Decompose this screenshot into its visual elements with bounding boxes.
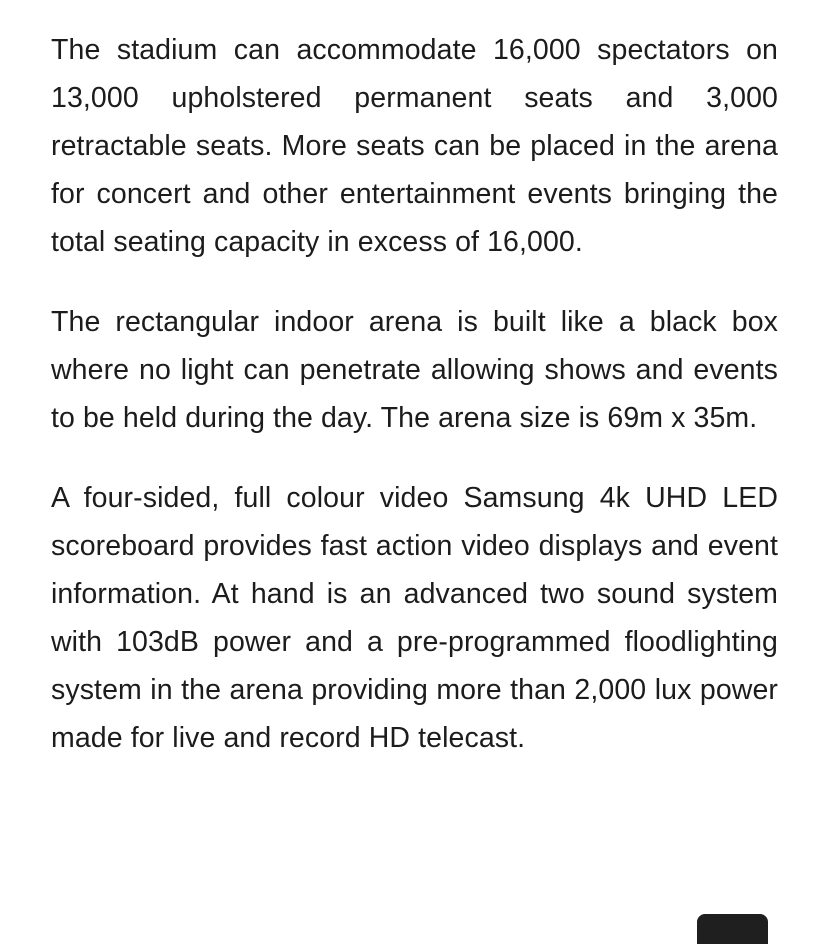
paragraph-seating-capacity: The stadium can accommodate 16,000 spectators on 13,000 upholstered permanent seats and 3,000 retractable seats. More seats can be placed in the arena for concert and other entertainment events bringing the total seating capacity in excess of 16,000.: [51, 34, 778, 258]
floating-action-button[interactable]: [697, 914, 768, 944]
paragraph-scoreboard-sound: A four-sided, full colour video Samsung 4k UHD LED scoreboard provides fast action video displays and event information. At hand is an advanced two sound system with 103dB power and a pre-programmed floodlighting system in the arena providing more than 2,000 lux power made for live and record HD telecast.: [51, 482, 778, 754]
paragraph-arena-design: The rectangular indoor arena is built like a black box where no light can penetrate allowing shows and events to be held during the day. The arena size is 69m x 35m.: [51, 306, 778, 434]
article-body: [51, 26, 778, 762]
